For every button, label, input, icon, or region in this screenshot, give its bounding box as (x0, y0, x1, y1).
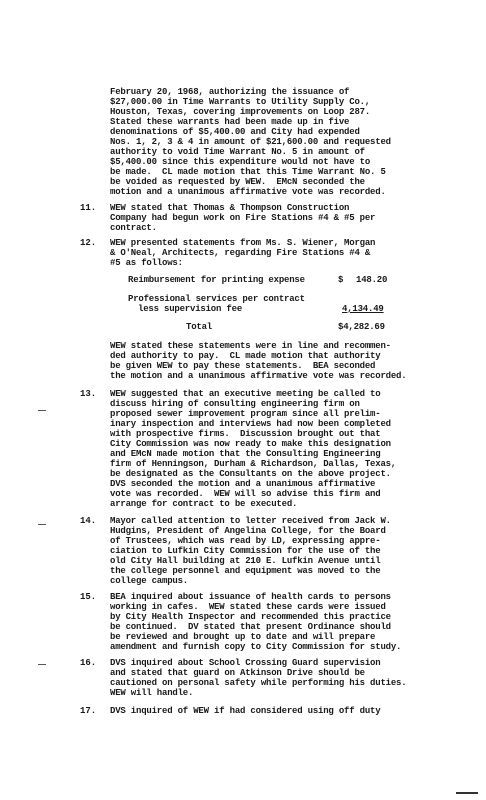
item-number: 11. (80, 203, 97, 213)
text-line: be given WEW to pay these statements. BEA seconded (110, 361, 376, 371)
text-line: be voided as requested by WEW. EMcN seconded the (110, 177, 365, 187)
text-line: amendment and furnish copy to City Commission for study. (110, 642, 402, 652)
text-line: WEW stated that Thomas & Thompson Construction (110, 203, 350, 213)
text-line: old City Hall building at 210 E. Lufkin Avenue until (110, 556, 381, 566)
text-line: $27,000.00 in Time Warrants to Utility Supply Co., (110, 97, 371, 107)
item-number: 12. (80, 238, 97, 248)
item-number: 15. (80, 592, 97, 602)
statement-row-label: Professional services per contract (128, 294, 305, 304)
item-number: 16. (80, 658, 97, 668)
text-line: authority to void Time Warrant No. 5 in amount of (110, 147, 365, 157)
text-line: WEW will handle. (110, 688, 194, 698)
item-number: 13. (80, 389, 97, 399)
text-line: denominations of $5,400.00 and City had expended (110, 127, 360, 137)
text-line: DVS inquired about School Crossing Guard supervision (110, 658, 381, 668)
margin-mark (38, 410, 46, 411)
statement-row-amount: 4,134.49 (342, 304, 384, 314)
text-line: ded authority to pay. CL made motion that authority (110, 351, 381, 361)
text-line: with prospective firms. Discussion brought out that (110, 429, 381, 439)
text-line: be reviewed and brought up to date and will prepare (110, 632, 376, 642)
text-line: be designated as the Consultants on the above project. (110, 469, 391, 479)
text-line: BEA inquired about issuance of health cards to persons (110, 592, 391, 602)
text-line: cautioned on personal safety while performing his duties. (110, 678, 407, 688)
statement-total-label: Total (186, 322, 213, 332)
text-line: Mayor called attention to letter received from Jack W. (110, 516, 391, 526)
text-line: contract. (110, 223, 157, 233)
text-line: and EMcN made motion that the Consulting Engineering (110, 449, 381, 459)
text-line: proposed sewer improvement program since all prelim- (110, 409, 381, 419)
statement-row-label: less supervision fee (138, 304, 243, 314)
margin-mark (38, 664, 46, 665)
statement-total-amount: $4,282.69 (338, 322, 385, 332)
text-line: City Commission was now ready to make this designation (110, 439, 391, 449)
text-line: February 20, 1968, authorizing the issuance of (110, 87, 350, 97)
text-line: Houston, Texas, covering improvements on Loop 287. (110, 107, 371, 117)
statement-dollar-sign: $ (338, 275, 344, 285)
text-line: ciation to Lufkin City Commission for the use of the (110, 546, 381, 556)
text-line: WEW presented statements from Ms. S. Wiener, Morgan (110, 238, 376, 248)
text-line: be continued. DV stated that present Ordinance should (110, 622, 391, 632)
text-line: Hudgins, President of Angelina College, for the Board (110, 526, 386, 536)
text-line: the motion and a unanimous affirmative vote was recorded. (110, 371, 407, 381)
page-corner-mark (456, 792, 478, 794)
text-line: college campus. (110, 576, 189, 586)
text-line: & O'Neal, Architects, regarding Fire Stations #4 & (110, 248, 371, 258)
text-line: DVS seconded the motion and a unanimous affirmative (110, 479, 376, 489)
text-line: be made. CL made motion that this Time Warrant No. 5 (110, 167, 386, 177)
text-line: motion and a unanimous affirmative vote was recorded. (110, 187, 386, 197)
margin-mark (38, 524, 46, 525)
text-line: Nos. 1, 2, 3 & 4 in amount of $21,600.00 and requested (110, 137, 391, 147)
text-line: by City Health Inspector and recommended this practice (110, 612, 391, 622)
text-line: #5 as follows: (110, 258, 183, 268)
item-number: 17. (80, 706, 97, 716)
text-line: arrange for contract to be executed. (110, 499, 298, 509)
text-line: of Trustees, which was read by LD, expressing appre- (110, 536, 381, 546)
text-line: and stated that guard on Atkinson Drive should be (110, 668, 365, 678)
item-number: 14. (80, 516, 97, 526)
text-line: Stated these warrants had been made up in five (110, 117, 350, 127)
text-line: the college personnel and equipment was moved to the (110, 566, 381, 576)
text-line: WEW stated these statements were in line and recommen- (110, 341, 391, 351)
text-line: DVS inquired of WEW if had considered using off duty (110, 706, 381, 716)
text-line: Company had begun work on Fire Stations #4 & #5 per (110, 213, 376, 223)
text-line: discuss hiring of consulting engineering firm on (110, 399, 360, 409)
text-line: firm of Henningson, Durham & Richardson, Dallas, Texas, (110, 459, 397, 469)
text-line: vote was recorded. WEW will so advise this firm and (110, 489, 381, 499)
text-line: inary inspection and interviews had now been completed (110, 419, 391, 429)
text-line: $5,400.00 since this expenditure would not have to (110, 157, 371, 167)
statement-row-amount: 148.20 (356, 275, 388, 285)
text-line: working in cafes. WEW stated these cards were issued (110, 602, 386, 612)
statement-row-label: Reimbursement for printing expense (128, 275, 305, 285)
text-line: WEW suggested that an executive meeting be called to (110, 389, 381, 399)
